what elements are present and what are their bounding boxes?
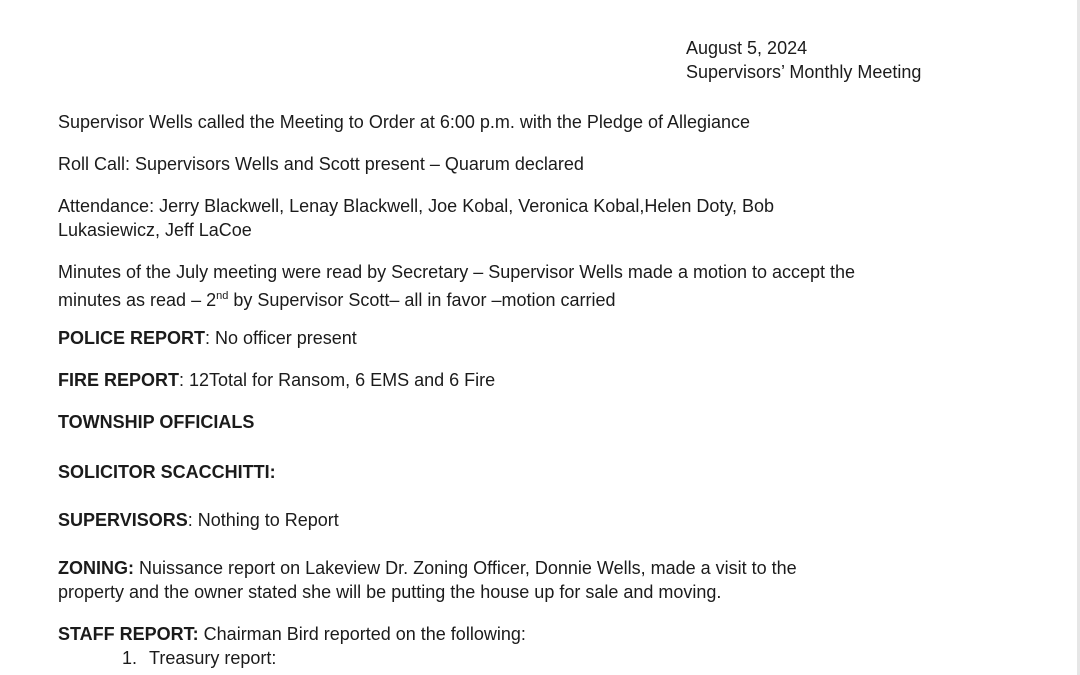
fire-report-text: : 12Total for Ransom, 6 EMS and 6 Fire — [179, 370, 496, 390]
fire-report-heading: FIRE REPORT — [58, 370, 180, 390]
zoning-line-2: property and the owner stated she will be putting the house up for sale and moving. — [58, 582, 722, 602]
supervisors-text: : Nothing to Report — [187, 510, 339, 530]
document-header — [686, 36, 921, 84]
zoning-line-1 — [58, 556, 797, 580]
supervisors-section — [58, 508, 339, 532]
police-report — [58, 326, 357, 350]
minutes-line-2-start: minutes as read – 2 — [58, 290, 217, 310]
police-report-text: : No officer present — [205, 328, 357, 348]
zoning-text-1: Nuissance report on Lakeview Dr. Zoning Officer, Donnie Wells, made a visit to the — [134, 558, 797, 578]
list-item-number: 1. — [122, 648, 138, 668]
call-to-order: Supervisor Wells called the Meeting to Order at 6:00 p.m. with the Pledge of Allegiance — [58, 112, 751, 132]
meeting-date: August 5, 2024 — [686, 38, 808, 58]
township-officials-heading: TOWNSHIP OFFICIALS — [58, 412, 255, 432]
roll-call: Roll Call: Supervisors Wells and Scott present – Quarum declared — [58, 154, 584, 174]
staff-report-heading: STAFF REPORT: — [58, 624, 199, 644]
zoning-heading: ZONING: — [58, 558, 134, 578]
solicitor-heading: SOLICITOR SCACCHITTI: — [58, 462, 276, 482]
ordinal-superscript: nd — [216, 290, 229, 302]
attendance-line-1: Attendance: Jerry Blackwell, Lenay Blackwell, Joe Kobal, Veronica Kobal,Helen Doty, Bob — [58, 196, 775, 216]
minutes-line-1: Minutes of the July meeting were read by Secretary – Supervisor Wells made a motion to accept the — [58, 262, 856, 282]
minutes-line-2 — [58, 284, 616, 312]
list-item — [122, 646, 276, 670]
police-report-heading: POLICE REPORT — [58, 328, 206, 348]
list-item-text: Treasury report: — [149, 648, 277, 668]
staff-report — [58, 622, 526, 646]
attendance-line-2: Lukasiewicz, Jeff LaCoe — [58, 220, 252, 240]
fire-report — [58, 368, 495, 392]
staff-report-text: Chairman Bird reported on the following: — [198, 624, 526, 644]
supervisors-heading: SUPERVISORS — [58, 510, 188, 530]
meeting-title: Supervisors’ Monthly Meeting — [686, 62, 922, 82]
minutes-line-2-end: by Supervisor Scott– all in favor –motion carried — [228, 290, 616, 310]
